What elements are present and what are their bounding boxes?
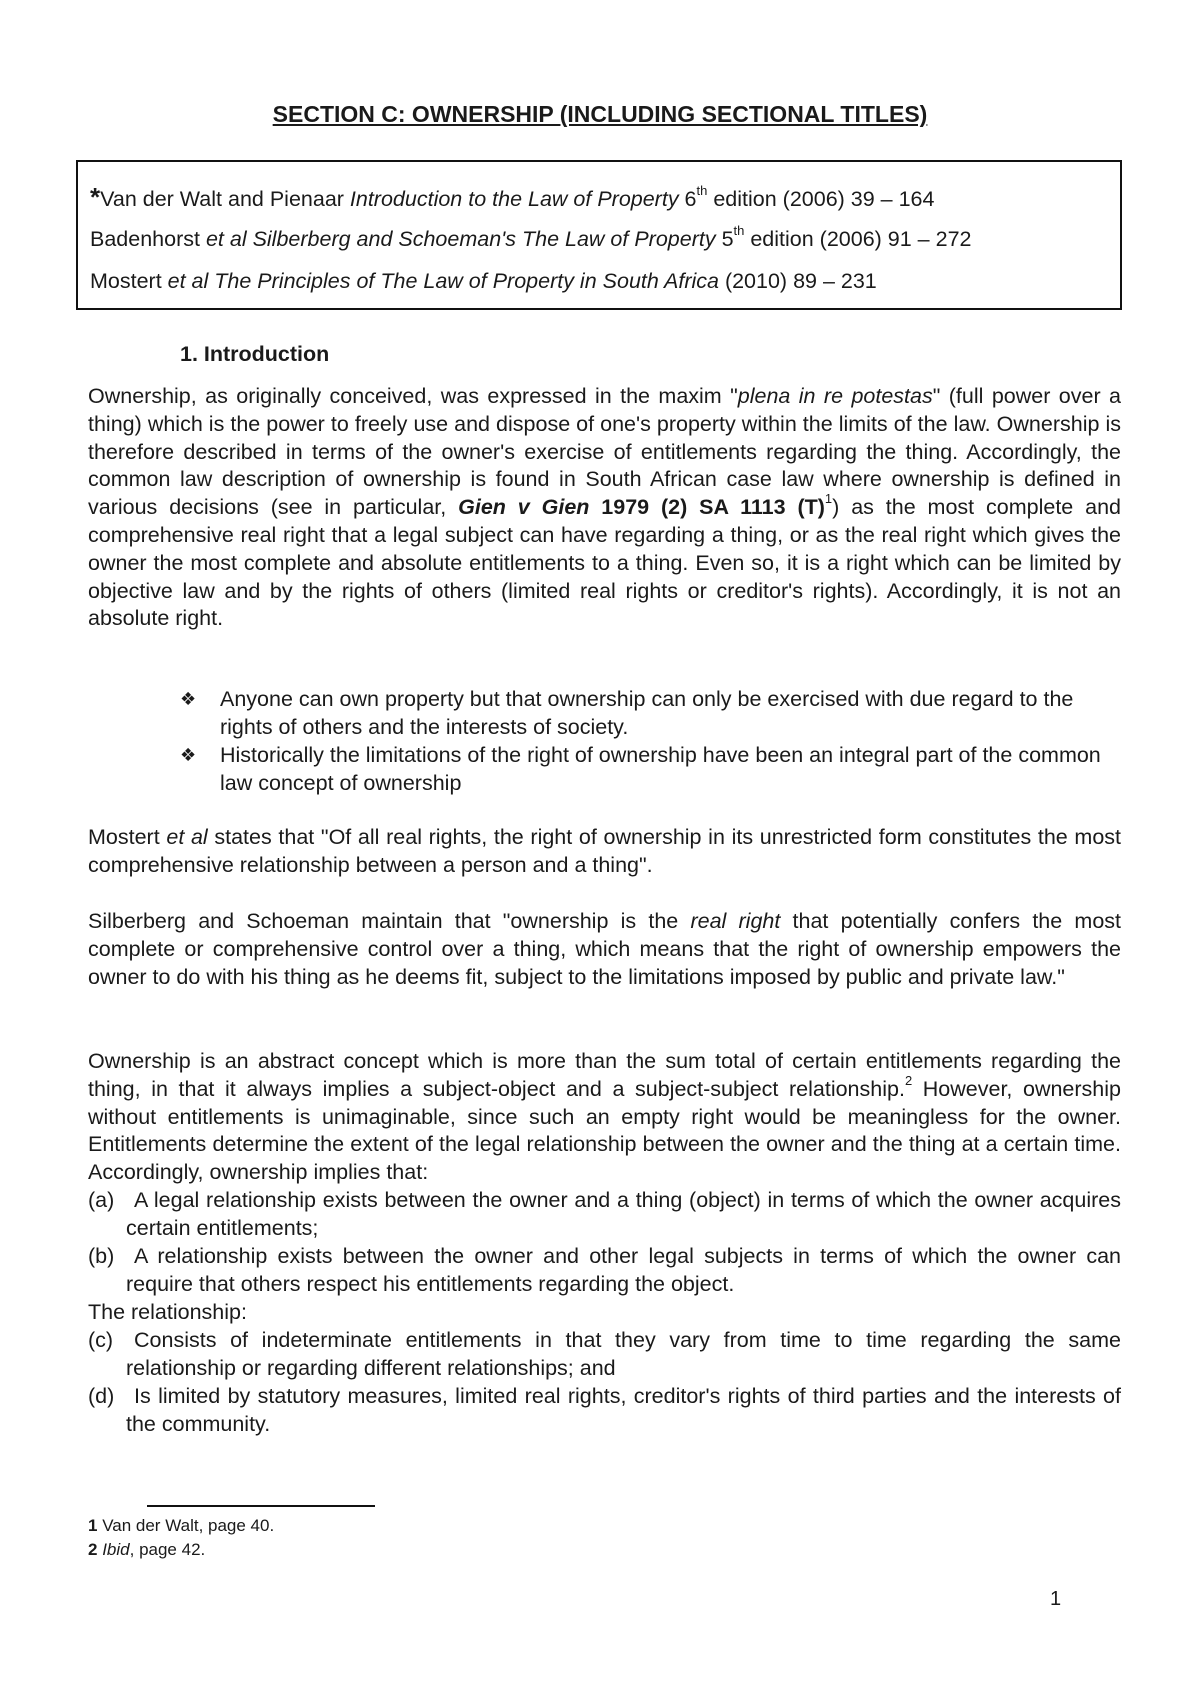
list-item-b: (b) A relationship exists between the owner and other legal subjects in terms of which the owner can require that others respect his entitlements regarding the object. — [88, 1244, 1121, 1296]
diamond-bullet-icon: ❖ — [180, 745, 197, 765]
list-item-d: (d) Is limited by statutory measures, limited real rights, creditor's rights of third parties and the interests of the community. — [88, 1384, 1121, 1436]
paragraph-2: Mostert et al states that "Of all real rights, the right of ownership in its unrestricted form constitutes the most comprehensive relationship between a person and a thing". — [88, 825, 1122, 877]
section-title: SECTION C: OWNERSHIP (INCLUDING SECTIONAL TITLES) — [272, 101, 928, 127]
list-item-c: (c) Consists of indeterminate entitlements in that they vary from time to time regarding the same relationship or regarding different relationships; and — [88, 1328, 1121, 1380]
list-item-a: (a) A legal relationship exists between the owner and a thing (object) in terms of which the owner acquires certain entitlements; — [88, 1188, 1121, 1240]
footnote-separator — [147, 1505, 375, 1507]
footnote-2: 2 Ibid, page 42. — [88, 1540, 206, 1559]
paragraph-4: Ownership is an abstract concept which is more than the sum total of certain entitlements regarding the thing, in that it always implies a subject-object and a subject-subject relationship.$^2$ However, ownership without entitlements is unimaginable, since such an empty right would be meaningless for the owner. Entitlements determine the extent of the legal relationship between the owner and the thing at a certain time. Accordingly, ownership implies that: — [88, 1049, 1121, 1185]
asterisk: * — [90, 182, 101, 212]
diamond-bullet-icon: ❖ — [180, 689, 197, 709]
page-number: 1 — [1050, 1588, 1062, 1610]
footnote-1: 1 Van der Walt, page 40. — [88, 1516, 275, 1535]
references-box — [76, 160, 1122, 310]
reference-1: *Van der Walt and Pienaar Introduction to the Law of Property 6th edition (2006) 39 – 164 — [90, 182, 935, 212]
heading-introduction: 1. Introduction — [180, 342, 330, 366]
paragraph-1: Ownership, as originally conceived, was expressed in the maxim "plena in re potestas" (full power over a thing) which is the power to freely use and dispose of one's property within the limits of the law. Ownership is therefore described in terms of the owner's exercise of entitlements regarding the thing. Accordingly, the common law description of ownership is found in South African case law where ownership is defined in various decisions (see in particular, Gien v Gien 1979 (2) SA 1113 $(T)^1$) as the most complete and comprehensive real right that a legal subject can have regarding a thing, or as the real right which gives the owner the most complete and absolute entitlements to a thing. Even so, it is a right which can be limited by objective law and by the rights of others (limited real rights or creditor's rights). Accordingly, it is not an absolute right. — [88, 384, 1122, 631]
bullet-item: ❖ Anyone can own property but that ownership can only be exercised with due regard to the rights of others and the interests of society. — [180, 687, 1074, 739]
bullet-item: ❖ Historically the limitations of the right of ownership have been an integral part of the common law concept of ownership — [180, 743, 1101, 795]
reference-2: Badenhorst et al Silberberg and Schoeman's The Law of Property 5th edition (2006) 91 – 272 — [90, 222, 972, 251]
relationship-label: The relationship: — [88, 1300, 247, 1324]
case-name: Gien v Gien 1979 (2) SA 1113 (T) — [458, 495, 825, 520]
reference-3: Mostert et al The Principles of The Law of Property in South Africa (2010) 89 – 231 — [90, 269, 877, 293]
paragraph-3: Silberberg and Schoeman maintain that "ownership is the real right that potentially confers the most complete or comprehensive control over a thing, which means that the right of ownership empowers the owner to do with his thing as he deems fit, subject to the limitations imposed by public and private law." — [88, 909, 1122, 989]
